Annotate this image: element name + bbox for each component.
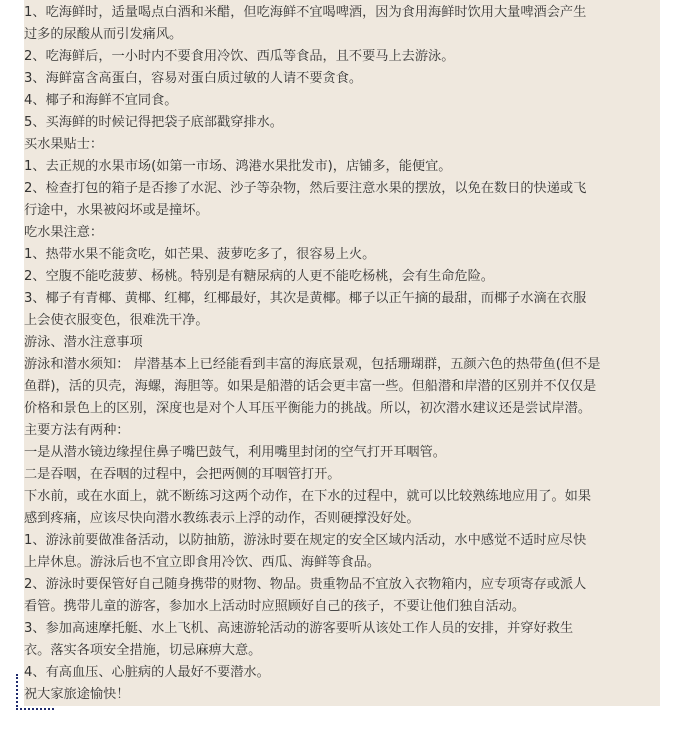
text-line: 一是从潜水镜边缘捏住鼻子嘴巴鼓气，利用嘴里封闭的空气打开耳咽管。	[24, 445, 446, 460]
text-line: 2、空腹不能吃菠萝、杨桃。特别是有糖尿病的人更不能吃杨桃，会有生命危险。	[24, 269, 494, 284]
text-line: 4、有高血压、心脏病的人最好不要潜水。	[24, 665, 270, 680]
text-line: 衣。落实各项安全措施，切忌麻痹大意。	[24, 643, 262, 658]
section-heading: 主要方法有两种：	[24, 423, 130, 438]
selection-corner-marker	[16, 674, 54, 710]
text-line: 3、椰子有青椰、黄椰、红椰，红椰最好，其次是黄椰。椰子以正午摘的最甜，而椰子水滴在衣服	[24, 291, 587, 306]
text-line: 上会使衣服变色，很难洗干净。	[24, 313, 209, 328]
section-heading: 游泳、潜水注意事项	[24, 335, 143, 350]
text-line: 2、检查打包的箱子是否掺了水泥、沙子等杂物，然后要注意水果的摆放，以免在数日的快递或飞	[24, 181, 587, 196]
text-line: 1、游泳前要做准备活动，以防抽筋，游泳时要在规定的安全区域内活动，水中感觉不适时应尽快	[24, 533, 587, 548]
section-heading: 买水果贴士：	[24, 137, 104, 152]
text-line: 游泳和潜水须知： 岸潜基本上已经能看到丰富的海底景观，包括珊瑚群，五颜六色的热带鱼(但不是	[24, 357, 601, 372]
text-line: 感到疼痛，应该尽快向潜水教练表示上浮的动作，否则硬撑没好处。	[24, 511, 420, 526]
text-line: 1、吃海鲜时，适量喝点白酒和米醋，但吃海鲜不宜喝啤酒，因为食用海鲜时饮用大量啤酒会产生	[24, 5, 587, 20]
text-line: 2、游泳时要保管好自己随身携带的财物、物品。贵重物品不宜放入衣物箱内，应专项寄存或派人	[24, 577, 587, 592]
closing-line: 祝大家旅途愉快！	[24, 687, 130, 702]
text-line: 1、热带水果不能贪吃，如芒果、菠萝吃多了，很容易上火。	[24, 247, 376, 262]
text-line: 过多的尿酸从而引发痛风。	[24, 27, 183, 42]
text-line: 4、椰子和海鲜不宜同食。	[24, 93, 178, 108]
text-line: 价格和景色上的区别，深度也是对个人耳压平衡能力的挑战。所以，初次潜水建议还是尝试岸潜。	[24, 401, 592, 416]
text-line: 5、买海鲜的时候记得把袋子底部戳穿排水。	[24, 115, 283, 130]
text-line: 2、吃海鲜后，一小时内不要食用冷饮、西瓜等食品，且不要马上去游泳。	[24, 49, 455, 64]
text-line: 二是吞咽，在吞咽的过程中，会把两侧的耳咽管打开。	[24, 467, 341, 482]
text-line: 3、参加高速摩托艇、水上飞机、高速游轮活动的游客要听从该处工作人员的安排，并穿好救生	[24, 621, 574, 636]
section-heading: 吃水果注意：	[24, 225, 104, 240]
text-line: 行途中，水果被闷坏或是撞坏。	[24, 203, 209, 218]
text-line: 下水前，或在水面上，就不断练习这两个动作，在下水的过程中，就可以比较熟练地应用了。如果	[24, 489, 592, 504]
text-line: 鱼群)，活的贝壳，海螺，海胆等。如果是船潜的话会更丰富一些。但船潜和岸潜的区别并不仅仅是	[24, 379, 597, 394]
text-line: 1、去正规的水果市场(如第一市场、鸿港水果批发市)，店铺多，能便宜。	[24, 159, 452, 174]
text-line: 3、海鲜富含高蛋白，容易对蛋白质过敏的人请不要贪食。	[24, 71, 363, 86]
text-line: 看管。携带儿童的游客，参加水上活动时应照顾好自己的孩子，不要让他们独自活动。	[24, 599, 526, 614]
text-line: 上岸休息。游泳后也不宜立即食用冷饮、西瓜、海鲜等食品。	[24, 555, 381, 570]
article-body	[24, 0, 660, 706]
